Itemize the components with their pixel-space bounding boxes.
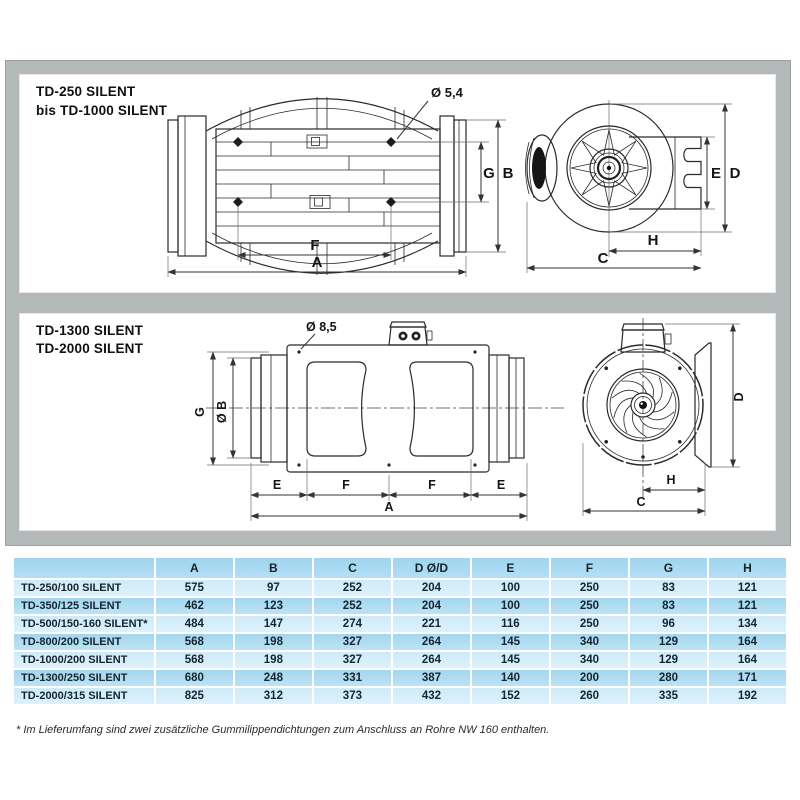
dimension-B	[466, 120, 514, 252]
dimension-E	[701, 137, 721, 209]
model-name: TD-1300/250 SILENT	[14, 670, 154, 686]
dim-label-E: E	[710, 165, 722, 182]
cell-C: 327	[314, 652, 391, 668]
cell-D: 264	[393, 652, 470, 668]
cell-F: 340	[551, 634, 628, 650]
cell-B: 198	[235, 634, 312, 650]
dimension-G	[193, 352, 269, 465]
header-H: H	[709, 558, 786, 578]
header-F: F	[551, 558, 628, 578]
header-model	[14, 558, 154, 578]
header-C: C	[314, 558, 391, 578]
cell-D: 221	[393, 616, 470, 632]
table-row	[14, 688, 786, 704]
junction-box	[389, 322, 432, 345]
dim-label-G: G	[483, 165, 495, 182]
dimension-C	[583, 443, 705, 516]
cell-F: 340	[551, 652, 628, 668]
dim-label-A: A	[311, 254, 323, 271]
model-name: TD-500/150-160 SILENT*	[14, 616, 154, 632]
junction-box	[621, 324, 671, 352]
dim-label-B: B	[502, 165, 514, 182]
header-A: A	[156, 558, 233, 578]
cell-H: 164	[709, 652, 786, 668]
dim-label-G: G	[193, 406, 207, 417]
header-D: D Ø/D	[393, 558, 470, 578]
table-row	[14, 616, 786, 632]
cell-A: 462	[156, 598, 233, 614]
header-G: G	[630, 558, 707, 578]
cell-D: 264	[393, 634, 470, 650]
dim-label-H: H	[666, 472, 676, 487]
dimension-H	[643, 463, 705, 516]
cell-H: 192	[709, 688, 786, 704]
panel1-title-line1: TD-250 SILENT	[36, 84, 136, 99]
dim-label-F: F	[310, 237, 320, 254]
dim-label-D: D	[732, 391, 746, 402]
table-row	[14, 598, 786, 614]
panel-td250-td1000	[19, 74, 776, 293]
cell-A: 825	[156, 688, 233, 704]
cell-G: 129	[630, 634, 707, 650]
cell-D: 204	[393, 598, 470, 614]
cell-G: 96	[630, 616, 707, 632]
panel1-title-line2: bis TD-1000 SILENT	[36, 102, 168, 118]
table-row	[14, 634, 786, 650]
header-B: B	[235, 558, 312, 578]
side-view-casing	[206, 319, 564, 472]
cell-A: 484	[156, 616, 233, 632]
cell-E: 140	[472, 670, 549, 686]
dimension-F	[238, 207, 391, 260]
cell-C: 274	[314, 616, 391, 632]
dim-label-F1: F	[342, 477, 350, 492]
footnote: * Im Lieferumfang sind zwei zusätzliche Gummilippendichtungen zum Anschluss an Rohre NW 160 enthalten.	[16, 724, 550, 736]
panel-td1300-td2000	[19, 313, 776, 532]
dim-label-H: H	[647, 232, 659, 249]
cell-B: 123	[235, 598, 312, 614]
dim-label-E2: E	[496, 477, 506, 492]
dimension-G	[396, 142, 495, 202]
cell-H: 164	[709, 634, 786, 650]
model-name: TD-350/125 SILENT	[14, 598, 154, 614]
cell-G: 335	[630, 688, 707, 704]
cell-D: 387	[393, 670, 470, 686]
cell-F: 250	[551, 598, 628, 614]
duct-opening	[532, 147, 546, 189]
cell-H: 171	[709, 670, 786, 686]
cell-H: 121	[709, 598, 786, 614]
cell-H: 121	[709, 580, 786, 596]
dim-label-F2: F	[428, 477, 436, 492]
hole-diameter-label: Ø 5,4	[431, 85, 463, 100]
dimension-H	[609, 210, 701, 256]
cell-G: 83	[630, 598, 707, 614]
cell-B: 248	[235, 670, 312, 686]
model-name: TD-250/100 SILENT	[14, 580, 154, 596]
cell-E: 116	[472, 616, 549, 632]
table-row	[14, 670, 786, 686]
cell-C: 331	[314, 670, 391, 686]
dimensions-table	[12, 556, 788, 706]
front-view-fan	[526, 100, 702, 257]
cell-F: 260	[551, 688, 628, 704]
cell-B: 312	[235, 688, 312, 704]
table-row	[14, 652, 786, 668]
td250-technical-drawing	[19, 74, 778, 294]
cell-B: 97	[235, 580, 312, 596]
dim-label-OB: Ø B	[215, 400, 229, 423]
cell-G: 83	[630, 580, 707, 596]
td1300-technical-drawing	[19, 313, 778, 532]
front-view-fan	[583, 318, 711, 498]
dimension-OB	[215, 358, 251, 458]
drawings-frame	[5, 60, 791, 546]
dim-label-E1: E	[272, 477, 282, 492]
cell-G: 280	[630, 670, 707, 686]
cell-C: 252	[314, 598, 391, 614]
header-E: E	[472, 558, 549, 578]
cell-C: 327	[314, 634, 391, 650]
cell-A: 568	[156, 652, 233, 668]
cell-E: 100	[472, 598, 549, 614]
cell-H: 134	[709, 616, 786, 632]
cell-F: 250	[551, 580, 628, 596]
mounting-dots	[297, 350, 476, 466]
cell-A: 568	[156, 634, 233, 650]
model-name: TD-800/200 SILENT	[14, 634, 154, 650]
cell-G: 129	[630, 652, 707, 668]
panel2-title-line1: TD-1300 SILENT	[36, 322, 144, 338]
model-name: TD-2000/315 SILENT	[14, 688, 154, 704]
cell-E: 100	[472, 580, 549, 596]
dimension-A	[251, 500, 527, 521]
dim-label-A: A	[384, 499, 394, 514]
dim-label-C: C	[597, 250, 609, 267]
model-name: TD-1000/200 SILENT	[14, 652, 154, 668]
cell-D: 204	[393, 580, 470, 596]
cell-E: 145	[472, 634, 549, 650]
casing-slats	[216, 142, 440, 226]
table-header-row	[14, 558, 786, 578]
dim-label-C: C	[636, 494, 646, 509]
cell-A: 575	[156, 580, 233, 596]
cell-F: 200	[551, 670, 628, 686]
hole-diameter-label: Ø 8,5	[306, 319, 337, 334]
mounting-hole-diamonds	[233, 137, 396, 207]
cell-E: 145	[472, 652, 549, 668]
cell-C: 252	[314, 580, 391, 596]
cell-C: 373	[314, 688, 391, 704]
table-row	[14, 580, 786, 596]
cell-B: 198	[235, 652, 312, 668]
cell-D: 432	[393, 688, 470, 704]
cell-B: 147	[235, 616, 312, 632]
cell-E: 152	[472, 688, 549, 704]
cell-A: 680	[156, 670, 233, 686]
dimension-C	[527, 202, 701, 273]
dimensions-table-wrap	[12, 556, 788, 706]
cell-F: 250	[551, 616, 628, 632]
panel2-title-line2: TD-2000 SILENT	[36, 341, 144, 357]
dim-label-D: D	[729, 165, 741, 182]
